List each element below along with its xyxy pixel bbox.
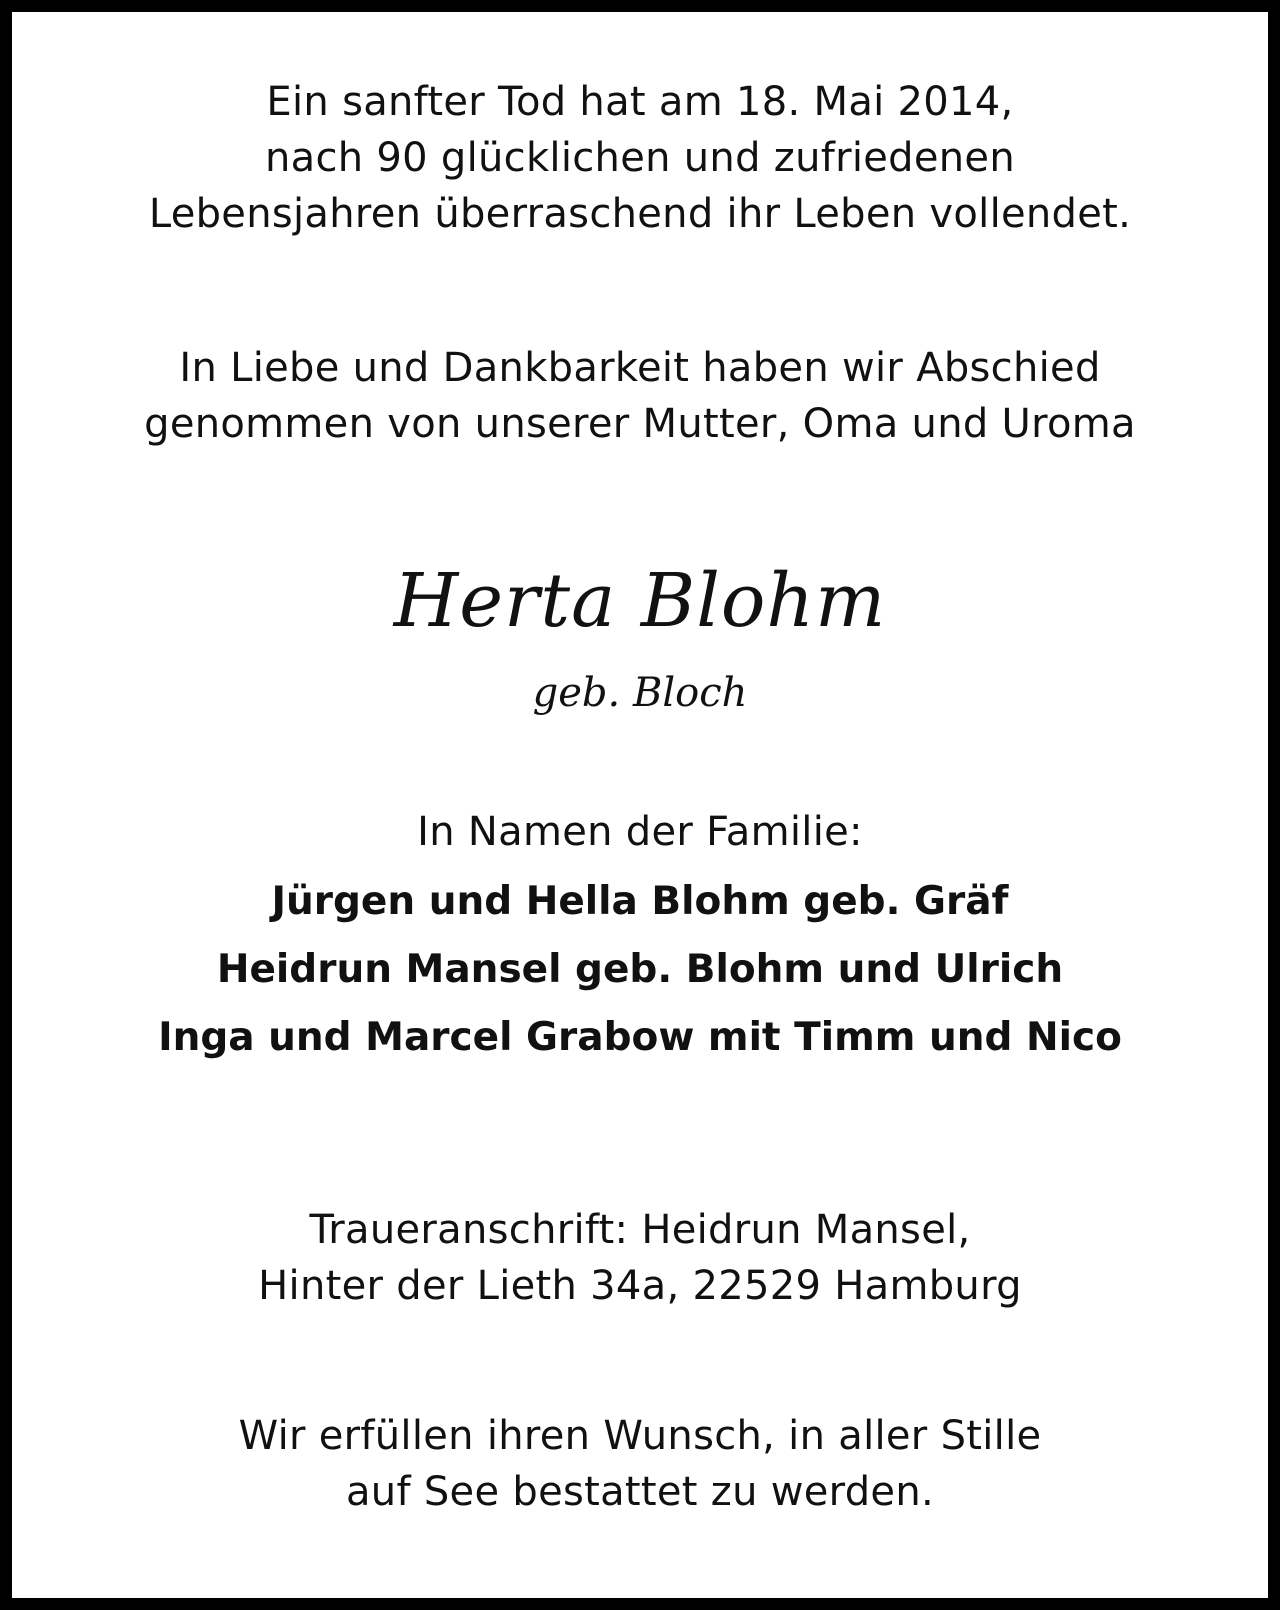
family-heading: In Namen der Familie: bbox=[417, 809, 863, 855]
deceased-name: Herta Blohm bbox=[393, 558, 887, 644]
farewell-line-1: In Liebe und Dankbarkeit haben wir Abschied bbox=[179, 345, 1101, 391]
intro-line-3: Lebensjahren überraschend ihr Leben vollendet. bbox=[148, 191, 1132, 237]
closing-line-2: auf See bestattet zu werden. bbox=[346, 1469, 934, 1515]
family-name-2: Heidrun Mansel geb. Blohm und Ulrich bbox=[216, 947, 1064, 992]
address-line-1: Traueranschrift: Heidrun Mansel, bbox=[309, 1207, 971, 1253]
family-name-3: Inga und Marcel Grabow mit Timm und Nico bbox=[158, 1015, 1122, 1060]
address-line-2: Hinter der Lieth 34a, 22529 Hamburg bbox=[258, 1263, 1022, 1309]
deceased-maiden-name: geb. Bloch bbox=[532, 670, 748, 716]
closing-line-1: Wir erfüllen ihren Wunsch, in aller Stille bbox=[238, 1413, 1042, 1459]
intro-line-2: nach 90 glücklichen und zufriedenen bbox=[264, 135, 1015, 181]
intro-line-1: Ein sanfter Tod hat am 18. Mai 2014, bbox=[266, 79, 1014, 125]
family-name-1: Jürgen und Hella Blohm geb. Gräf bbox=[271, 879, 1009, 924]
farewell-line-2: genommen von unserer Mutter, Oma und Uroma bbox=[144, 401, 1136, 447]
